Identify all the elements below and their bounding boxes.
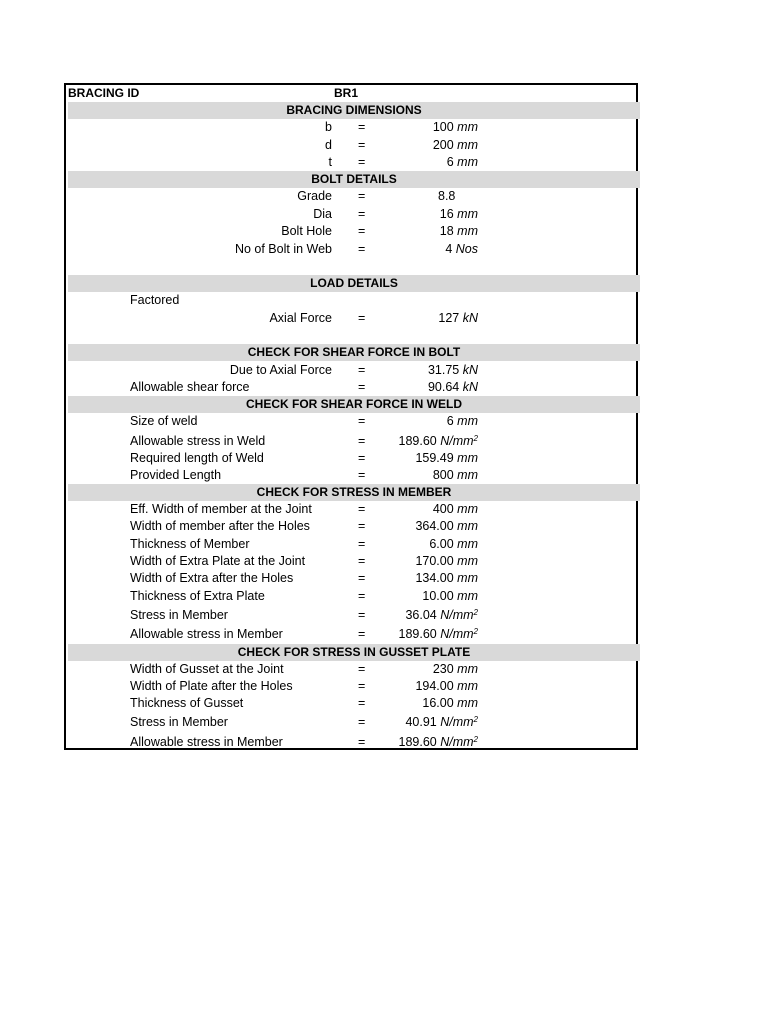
section-stress-member: CHECK FOR STRESS IN MEMBER <box>68 484 640 501</box>
row-unit: mm <box>457 451 478 465</box>
row-label: Thickness of Extra Plate <box>130 589 265 603</box>
weld-row-size <box>68 413 640 430</box>
row-unit: mm <box>457 537 478 551</box>
row-unit: $N/mm^2$ <box>440 627 478 641</box>
equals-sign: = <box>358 735 366 749</box>
bracing-id-value: BR1 <box>334 86 359 100</box>
dim-row-t <box>68 154 640 171</box>
row-label: Width of Gusset at the Joint <box>130 662 284 676</box>
section-shear-weld: CHECK FOR SHEAR FORCE IN WELD <box>68 396 640 413</box>
row-unit: $N/mm^2$ <box>440 434 478 448</box>
equals-sign: = <box>358 715 366 729</box>
row-value: 18 mm <box>439 224 478 238</box>
row-label: Due to Axial Force <box>229 363 332 377</box>
shear-bolt-row-axial <box>68 362 640 379</box>
row-value: 800 mm <box>432 468 478 482</box>
equals-sign: = <box>358 242 366 256</box>
equals-sign: = <box>358 627 366 641</box>
row-value: 90.64 kN <box>427 380 478 394</box>
row-unit: Nos <box>455 242 478 256</box>
row-unit: $N/mm^2$ <box>440 715 478 729</box>
weld-row-allowable <box>68 433 640 450</box>
equals-sign: = <box>358 138 366 152</box>
equals-sign: = <box>358 363 366 377</box>
equals-sign: = <box>358 414 366 428</box>
row-value: 400 mm <box>432 502 478 516</box>
weld-row-required <box>68 450 640 467</box>
row-label: Width of Plate after the Holes <box>130 679 293 693</box>
member-row-7 <box>68 626 640 643</box>
row-label: Allowable stress in Member <box>130 735 283 749</box>
row-value: 31.75 kN <box>427 363 478 377</box>
bolt-row-count <box>68 241 640 258</box>
equals-sign: = <box>358 189 366 203</box>
row-value: 16.00 mm <box>422 696 478 710</box>
row-label: Size of weld <box>130 414 198 428</box>
equals-sign: = <box>358 537 366 551</box>
row-label: Required length of Weld <box>130 451 264 465</box>
gusset-row-4 <box>68 734 640 751</box>
equals-sign: = <box>358 571 366 585</box>
gusset-row-3 <box>68 714 640 731</box>
calculation-sheet <box>64 83 638 750</box>
row-value: 127 kN <box>438 311 478 325</box>
row-value: 6.00 mm <box>429 537 478 551</box>
row-value: 194.00 mm <box>415 679 478 693</box>
member-row-5 <box>68 588 640 605</box>
equals-sign: = <box>358 589 366 603</box>
row-value: 230 mm <box>432 662 478 676</box>
row-value: 134.00 mm <box>415 571 478 585</box>
gusset-row-2 <box>68 695 640 712</box>
row-label: Allowable shear force <box>130 380 250 394</box>
row-label: b <box>325 120 332 134</box>
row-unit: mm <box>457 468 478 482</box>
equals-sign: = <box>358 311 366 325</box>
section-stress-gusset: CHECK FOR STRESS IN GUSSET PLATE <box>68 644 640 661</box>
row-label: d <box>325 138 332 152</box>
gusset-row-0 <box>68 661 640 678</box>
row-label: Thickness of Member <box>130 537 250 551</box>
row-value: 4 Nos <box>445 242 478 256</box>
row-label: No of Bolt in Web <box>234 242 332 256</box>
section-bolt-details: BOLT DETAILS <box>68 171 640 188</box>
row-value: 36.04 $N/mm^2$ <box>405 608 478 622</box>
bolt-row-hole <box>68 223 640 240</box>
row-unit: mm <box>457 224 478 238</box>
member-row-3 <box>68 553 640 570</box>
section-bracing-dimensions: BRACING DIMENSIONS <box>68 102 640 119</box>
row-unit: mm <box>457 414 478 428</box>
member-row-1 <box>68 518 640 535</box>
equals-sign: = <box>358 468 366 482</box>
factored-label: Factored <box>130 293 180 307</box>
row-unit: mm <box>457 502 478 516</box>
row-label: Dia <box>313 207 332 221</box>
row-unit: mm <box>457 662 478 676</box>
row-label: Stress in Member <box>130 608 228 622</box>
row-value: 189.60 $N/mm^2$ <box>398 735 478 749</box>
row-label: Provided Length <box>130 468 222 482</box>
row-unit: kN <box>462 363 478 377</box>
member-row-6 <box>68 607 640 624</box>
member-row-2 <box>68 536 640 553</box>
row-unit: mm <box>457 696 478 710</box>
bolt-row-dia <box>68 206 640 223</box>
row-label: Width of Extra Plate at the Joint <box>130 554 306 568</box>
dim-row-b <box>68 119 640 136</box>
row-label: t <box>328 155 332 169</box>
weld-row-provided <box>68 467 640 484</box>
row-unit: $N/mm^2$ <box>440 608 478 622</box>
row-value: 200 mm <box>432 138 478 152</box>
row-label: Allowable stress in Member <box>130 627 283 641</box>
row-value: 189.60 $N/mm^2$ <box>398 434 478 448</box>
section-shear-bolt: CHECK FOR SHEAR FORCE IN BOLT <box>68 344 640 361</box>
row-unit: mm <box>457 120 478 134</box>
equals-sign: = <box>358 662 366 676</box>
row-label: Axial Force <box>269 311 332 325</box>
equals-sign: = <box>358 451 366 465</box>
row-unit: mm <box>457 138 478 152</box>
bracing-id-row <box>68 85 640 102</box>
gusset-row-1 <box>68 678 640 695</box>
row-unit: mm <box>457 554 478 568</box>
row-label: Bolt Hole <box>281 224 332 238</box>
row-label: Width of member after the Holes <box>130 519 310 533</box>
equals-sign: = <box>358 207 366 221</box>
row-label: Stress in Member <box>130 715 228 729</box>
row-value: 170.00 mm <box>415 554 478 568</box>
load-factored-row <box>68 292 640 309</box>
row-value: 16 mm <box>439 207 478 221</box>
equals-sign: = <box>358 554 366 568</box>
row-value: 40.91 $N/mm^2$ <box>405 715 478 729</box>
row-unit: $N/mm^2$ <box>440 735 478 749</box>
row-value: 6 mm <box>446 414 478 428</box>
equals-sign: = <box>358 679 366 693</box>
row-label: Eff. Width of member at the Joint <box>130 502 312 516</box>
row-unit: mm <box>457 519 478 533</box>
section-load-details: LOAD DETAILS <box>68 275 640 292</box>
equals-sign: = <box>358 608 366 622</box>
row-value: 364.00 mm <box>415 519 478 533</box>
row-label: Grade <box>297 189 332 203</box>
row-value: 10.00 mm <box>422 589 478 603</box>
shear-bolt-row-allowable <box>68 379 640 396</box>
row-value: 189.60 $N/mm^2$ <box>398 627 478 641</box>
row-unit: mm <box>457 207 478 221</box>
row-label: Width of Extra after the Holes <box>130 571 294 585</box>
bracing-id-label: BRACING ID <box>68 86 140 100</box>
row-value: 8.8 <box>438 189 456 203</box>
equals-sign: = <box>358 434 366 448</box>
row-value: 159.49 mm <box>415 451 478 465</box>
equals-sign: = <box>358 155 366 169</box>
row-unit: mm <box>457 155 478 169</box>
equals-sign: = <box>358 502 366 516</box>
row-label: Thickness of Gusset <box>130 696 244 710</box>
row-value: 100 mm <box>432 120 478 134</box>
equals-sign: = <box>358 380 366 394</box>
equals-sign: = <box>358 224 366 238</box>
member-row-0 <box>68 501 640 518</box>
member-row-4 <box>68 570 640 587</box>
row-unit: kN <box>462 380 478 394</box>
row-unit: mm <box>457 679 478 693</box>
equals-sign: = <box>358 120 366 134</box>
row-unit: kN <box>462 311 478 325</box>
load-axial-row <box>68 310 640 327</box>
row-value: 6 mm <box>446 155 478 169</box>
dim-row-d <box>68 137 640 154</box>
row-unit: mm <box>457 589 478 603</box>
equals-sign: = <box>358 519 366 533</box>
bolt-row-grade <box>68 188 640 205</box>
row-unit: mm <box>457 571 478 585</box>
equals-sign: = <box>358 696 366 710</box>
row-label: Allowable stress in Weld <box>130 434 266 448</box>
